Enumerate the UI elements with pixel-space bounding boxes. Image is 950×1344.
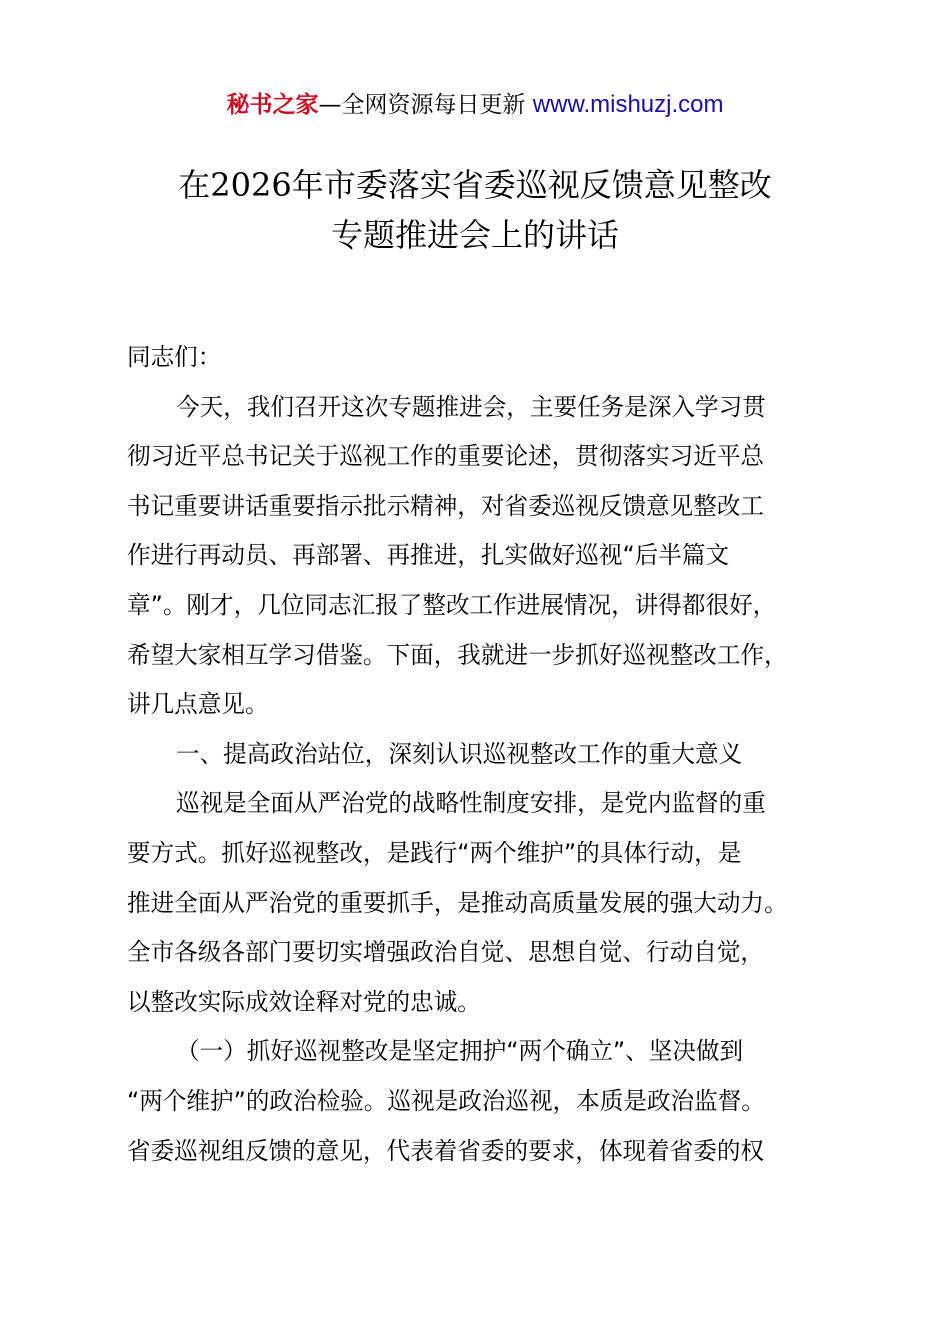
subsection-heading: （一）抓好巡视整改是坚定拥护“两个确立”、坚决做到 <box>176 1037 744 1066</box>
section-heading: 一、提高政治站位，深刻认识巡视整改工作的重大意义 <box>176 739 743 768</box>
header-tagline: —全网资源每日更新 <box>318 92 526 118</box>
title-line-1: 在2026年市委落实省委巡视反馈意见整改 <box>178 166 772 204</box>
document-title <box>0 160 950 260</box>
body-line: 要方式。抓好巡视整改，是践行“两个维护”的具体行动，是 <box>127 838 742 867</box>
body-line: 书记重要讲话重要指示批示精神，对省委巡视反馈意见整改工 <box>127 491 765 520</box>
site-url-link[interactable]: www.mishuzj.com <box>532 91 724 118</box>
body-line: 全市各级各部门要切实增强政治自觉、思想自觉、行动自觉， <box>127 938 765 967</box>
body-line: 章”。刚才，几位同志汇报了整改工作进展情况，讲得都很好， <box>127 590 777 619</box>
document-body <box>127 333 837 1176</box>
site-header <box>0 88 950 122</box>
body-line: 讲几点意见。 <box>127 690 269 719</box>
title-line-2: 专题推进会上的讲话 <box>330 216 619 254</box>
body-line: 以整改实际成效诠释对党的忠诚。 <box>127 987 481 1016</box>
body-line: 巡视是全面从严治党的战略性制度安排，是党内监督的重 <box>176 789 766 818</box>
body-line: 彻习近平总书记关于巡视工作的重要论述，贯彻落实习近平总 <box>127 442 765 471</box>
brand-name: 秘书之家 <box>226 92 319 118</box>
body-line: 推进全面从严治党的重要抓手，是推动高质量发展的强大动力。 <box>127 888 788 917</box>
body-line: 希望大家相互学习借鉴。下面，我就进一步抓好巡视整改工作， <box>127 640 788 669</box>
body-line: 作进行再动员、再部署、再推进，扎实做好巡视“后半篇文 <box>127 541 730 570</box>
salutation: 同志们： <box>127 343 222 371</box>
body-line: “两个维护”的政治检验。巡视是政治巡视，本质是政治监督。 <box>127 1086 765 1115</box>
body-line: 省委巡视组反馈的意见，代表着省委的要求，体现着省委的权 <box>127 1136 765 1165</box>
body-line: 今天，我们召开这次专题推进会，主要任务是深入学习贯 <box>176 392 766 421</box>
